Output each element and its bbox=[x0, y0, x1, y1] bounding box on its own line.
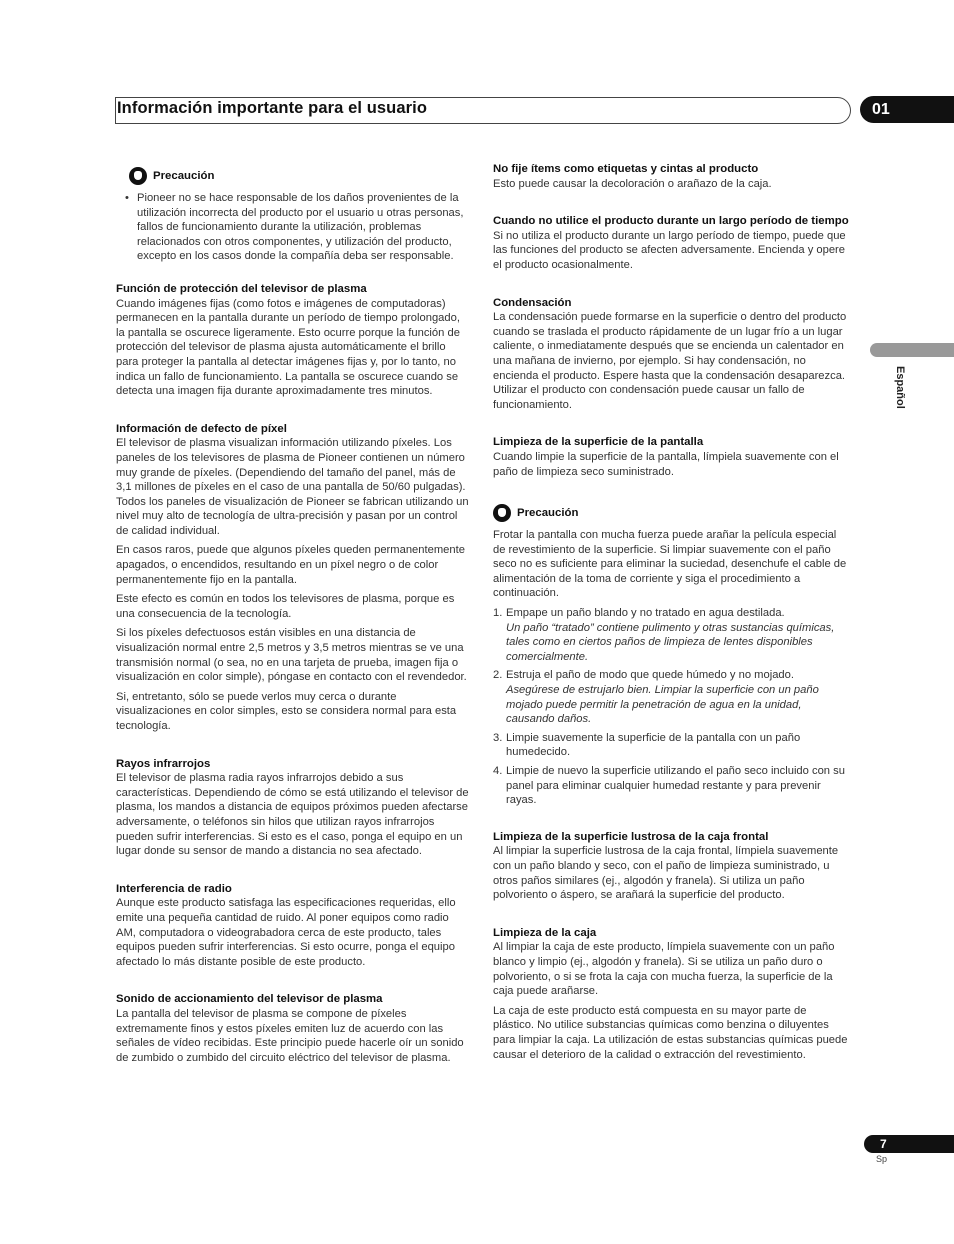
caution-hand-icon bbox=[493, 504, 511, 522]
section-drive-sound bbox=[116, 992, 471, 1065]
language-label: Español bbox=[894, 366, 906, 409]
section-paragraph: El televisor de plasma visualizan información utilizando píxeles. Los paneles de los televisores de plasma de Pioneer contienen un número muy grande de píxeles. (Dependiendo del tamaño del panel, más de 3,1 millones de píxeles en el caso de una pantalla de 50/60 pulgadas). Todos los paneles de visualización de Pioneer se fabrican utilizando un nivel muy alto de tecnología de ultra-precisión y pasan por un control de calidad individual. bbox=[116, 437, 469, 537]
step-item bbox=[493, 668, 849, 726]
step-text: Limpie suavemente la superficie de la pantalla con un paño humedecido. bbox=[506, 731, 801, 759]
section-paragraph: En casos raros, puede que algunos píxeles queden permanentemente apagados, o encendidos, resultando en un píxel negro o de color permanentemente fijo en la pantalla. bbox=[116, 544, 465, 586]
section-title: Limpieza de la superficie de la pantalla bbox=[493, 436, 704, 449]
section-glossy-cleaning bbox=[493, 830, 849, 903]
caution-hand-icon bbox=[129, 167, 147, 185]
step-number: 4. bbox=[493, 765, 503, 777]
section-paragraph: Cuando imágenes fijas (como fotos e imágenes de computadoras) permanecen en la pantalla durante un período de tiempo prolongado, la pantalla se oscurece ligeramente. Esto ocurre porque la función de protección del televisor de plasma ajusta automáticamente el brillo para proteger la pantalla al detectar imágenes fijas y, por lo tanto, no indica un fallo de funcionamiento. La pantalla se oscurece cuando se detecta una imagen fija durante aproximadamente tres minutos. bbox=[116, 297, 460, 398]
section-paragraph: Esto puede causar la decoloración o arañazo de la caja. bbox=[493, 177, 772, 190]
section-paragraph: Al limpiar la caja de este producto, límpiela suavemente con un paño blanco y limpio (ej., algodón y franela). Si se utiliza un paño duro o polvoriento, o si se frota la caja con mucha fuerza, la superficie de la caja puede arañarse. bbox=[493, 941, 835, 998]
caution-title: Precaución bbox=[153, 169, 215, 182]
section-pixel-defect bbox=[116, 422, 471, 734]
section-paragraph: La pantalla del televisor de plasma se compone de píxeles extremamente finos y estos píxeles emiten luz de acuerdo con las señales de vídeo recibidas. Este principio puede hacerle oír un sonido de zumbido o zumbido del circuito eléctrico del televisor de plasma. bbox=[116, 1007, 464, 1064]
cleaning-steps bbox=[493, 606, 849, 808]
page-number-badge: 7 bbox=[864, 1135, 954, 1153]
section-case-cleaning bbox=[493, 926, 849, 1062]
step-text: Estruja el paño de modo que quede húmedo y no mojado. bbox=[506, 669, 794, 682]
page-title: Información importante para el usuario bbox=[117, 99, 428, 117]
section-no-labels bbox=[493, 162, 849, 191]
left-column bbox=[116, 167, 471, 1070]
caution-screen bbox=[493, 504, 849, 808]
section-paragraph: El televisor de plasma radia rayos infrarrojos debido a sus características. Dependiendo de cómo se está utilizando el televisor de plasma, los mandos a distancia de equipos próximos pueden afectarse adversamente, o teléfonos sin hilos que utilizan rayos infrarrojos pueden sufrir interferencias. Si esto es el caso, ponga el equipo en un lugar donde su sensor de mando a distancia no sea afectado. bbox=[116, 772, 469, 858]
section-paragraph: La caja de este producto está compuesta en su mayor parte de plástico. No utilice substancias químicas como benzina o diluyentes para limpiar la caja. La utilización de estas substancias químicas puede causar el deterioro de la calidad o extracción del revestimiento. bbox=[493, 1004, 848, 1061]
step-text: Limpie de nuevo la superficie utilizando el paño seco incluido con su panel para eliminar cualquier humedad restante y para prevenir rayas. bbox=[506, 765, 845, 807]
caution-heading bbox=[493, 504, 849, 522]
section-title: Información de defecto de píxel bbox=[116, 422, 287, 435]
step-number: 3. bbox=[493, 731, 503, 744]
section-paragraph: Este efecto es común en todos los televisores de plasma, porque es una consecuencia de la tecnología. bbox=[116, 593, 455, 620]
section-condensation bbox=[493, 296, 849, 413]
caution-intro: Frotar la pantalla con mucha fuerza puede arañar la película especial de revestimiento de la superficie. Si limpiar suavemente con el paño seco no es suficiente para eliminar la suciedad, desenchufe el cable de alimentación de la toma de corriente y siga el procedimiento a continuación. bbox=[493, 529, 847, 600]
step-item bbox=[493, 606, 849, 664]
chapter-badge: 01 bbox=[860, 96, 954, 123]
section-paragraph: Si no utiliza el producto durante un largo período de tiempo, puede que las funciones del producto se afecten adversamente. Encienda y opere el producto ocasionalmente. bbox=[493, 229, 846, 271]
section-paragraph: Cuando limpie la superficie de la pantalla, límpiela suavemente con el paño de limpieza seco suministrado. bbox=[493, 450, 839, 478]
section-title: Cuando no utilice el producto durante un largo período de tiempo bbox=[493, 215, 849, 228]
section-infrared bbox=[116, 757, 471, 859]
section-title: No fije ítems como etiquetas y cintas al producto bbox=[493, 163, 759, 175]
step-text: Empape un paño blando y no tratado en agua destilada. bbox=[506, 607, 785, 620]
step-item bbox=[493, 731, 849, 760]
step-number: 2. bbox=[493, 669, 503, 682]
section-title: Función de protección del televisor de plasma bbox=[116, 282, 367, 295]
page-language-code: Sp bbox=[876, 1154, 888, 1164]
section-title: Interferencia de radio bbox=[116, 882, 232, 895]
right-column bbox=[493, 162, 849, 1067]
step-note: Un paño “tratado” contiene pulimento y otras sustancias químicas, tales como en ciertos paños de limpieza de lentes disponibles comercialmente. bbox=[506, 621, 835, 663]
section-paragraph: Aunque este producto satisfaga las especificaciones requeridas, ello emite una pequeña cantidad de ruido. Al poner equipos como radio AM, computadora o videograbadora cerca de este producto, tales equipos pueden sufrir interferencias. Si esto ocurre, ponga el equipo afectado lo más distante posible de este producto. bbox=[116, 897, 456, 968]
section-long-unused bbox=[493, 214, 849, 272]
section-paragraph: Al limpiar la superficie lustrosa de la caja frontal, límpiela suavemente con un paño blando y seco, con el paño de limpieza suministrado, u otros paños similares (ej., algodón y franela). Si utiliza un paño polvoriento o áspero, se arañará la superficie del producto. bbox=[493, 845, 839, 902]
caution-heading bbox=[129, 167, 471, 185]
section-title: Condensación bbox=[493, 296, 572, 309]
section-radio-interference bbox=[116, 882, 471, 970]
section-screen-cleaning bbox=[493, 435, 849, 479]
step-item bbox=[493, 764, 849, 808]
step-number: 1. bbox=[493, 607, 503, 620]
section-paragraph: La condensación puede formarse en la superficie o dentro del producto cuando se traslada el producto rápidamente de un lugar frío a un lugar caliente, o inmediatamente después que se encienda un calentador en una mañana de invierno, por ejemplo. Si hay condensación, no encienda el producto. Espere hasta que la condensación desaparezca. Utilizar el producto con condensación puede causar un fallo de funcionamiento. bbox=[493, 311, 847, 411]
section-paragraph: Si, entretanto, sólo se puede verlos muy cerca o durante visualizaciones en color simples, esto se considera normal para esta tecnología. bbox=[116, 690, 457, 732]
caution-title: Precaución bbox=[517, 506, 579, 519]
language-tab bbox=[870, 343, 954, 357]
step-note: Asegúrese de estrujarlo bien. Limpiar la superficie con un paño mojado puede permitir la penetración de agua en la unidad, causando daños. bbox=[506, 684, 819, 726]
section-protection bbox=[116, 282, 471, 399]
section-title: Limpieza de la caja bbox=[493, 926, 597, 939]
caution-list bbox=[116, 191, 471, 264]
section-title: Limpieza de la superficie lustrosa de la caja frontal bbox=[493, 830, 769, 843]
section-paragraph: Si los píxeles defectuosos están visibles en una distancia de visualización normal entre 2,5 metros y 3,5 metros mientras se ve una transmisión normal (o sea, no en una tarjeta de prueba, imagen fija o visualización en color simple), póngase en contacto con el revendedor. bbox=[116, 627, 467, 684]
caution-bullet: • Pioneer no se hace responsable de los daños provenientes de la utilización incorrecta del producto por el usuario u otras personas, fallos de funcionamiento durante la utilización, problemas relacionados con otros componentes, y utilización del producto, excepto en los casos donde la compañía deba ser responsable. bbox=[137, 191, 471, 264]
section-title: Sonido de accionamiento del televisor de plasma bbox=[116, 993, 383, 1006]
section-title: Rayos infrarrojos bbox=[116, 757, 211, 770]
